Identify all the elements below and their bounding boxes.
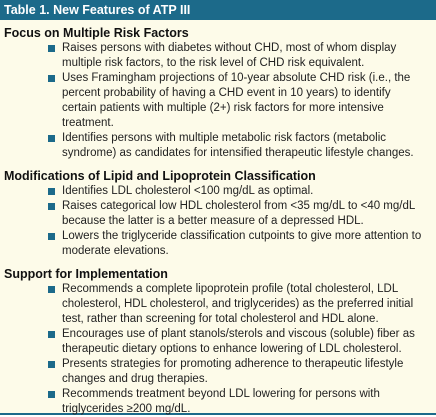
list-item — [0, 327, 436, 357]
square-bullet-icon — [48, 391, 55, 398]
square-bullet-icon — [48, 135, 55, 142]
table-title: Table 1. New Features of ATP III — [0, 0, 436, 20]
bullet-list — [0, 41, 436, 161]
list-item — [0, 387, 436, 417]
list-item-text: Uses Framingham projections of 10-year absolute CHD risk (i.e., the percent probability of having a CHD event in 10 years) to identify certain patients with multiple (2+) risk factors for more intensive treatment. — [62, 72, 411, 129]
list-item — [0, 282, 436, 327]
section-heading: Modifications of Lipid and Lipoprotein Classification — [4, 169, 316, 183]
list-item — [0, 229, 436, 259]
list-item — [0, 131, 436, 161]
list-item-text: Raises categorical low HDL cholesterol from <35 mg/dL to <40 mg/dL because the latter is a better measure of a depressed HDL. — [62, 200, 415, 227]
list-item — [0, 71, 436, 131]
bullet-list — [0, 282, 436, 417]
list-item-text: Identifies LDL cholesterol <100 mg/dL as optimal. — [62, 185, 314, 197]
list-item — [0, 184, 436, 199]
bullet-list — [0, 184, 436, 259]
list-item-text: Presents strategies for promoting adherence to therapeutic lifestyle changes and drug therapies. — [62, 358, 404, 385]
square-bullet-icon — [48, 286, 55, 293]
section — [0, 267, 436, 417]
list-item — [0, 41, 436, 71]
square-bullet-icon — [48, 203, 55, 210]
section-heading: Focus on Multiple Risk Factors — [4, 26, 189, 40]
square-bullet-icon — [48, 45, 55, 52]
list-item-text: Lowers the triglyceride classification cutpoints to give more attention to moderate elevations. — [62, 230, 422, 257]
list-item-text: Recommends a complete lipoprotein profile (total cholesterol, LDL cholesterol, HDL cholesterol, and triglycerides) as the preferred initial test, rather than screening for total cholesterol and HDL alone. — [62, 283, 414, 325]
square-bullet-icon — [48, 188, 55, 195]
section — [0, 26, 436, 161]
list-item-text: Identifies persons with multiple metabolic risk factors (metabolic syndrome) as candidates for intensified therapeutic lifestyle changes. — [62, 132, 414, 159]
list-item-text: Raises persons with diabetes without CHD, most of whom display multiple risk factors, to the risk level of CHD risk equivalent. — [62, 42, 397, 69]
square-bullet-icon — [48, 75, 55, 82]
square-bullet-icon — [48, 331, 55, 338]
square-bullet-icon — [48, 233, 55, 240]
section — [0, 169, 436, 259]
square-bullet-icon — [48, 361, 55, 368]
section-heading: Support for Implementation — [4, 267, 168, 281]
list-item — [0, 199, 436, 229]
list-item-text: Encourages use of plant stanols/sterols and viscous (soluble) fiber as therapeutic dietary options to enhance lowering of LDL cholesterol. — [62, 328, 415, 355]
list-item-text: Recommends treatment beyond LDL lowering for persons with triglycerides ≥200 mg/dL. — [62, 388, 380, 415]
list-item — [0, 357, 436, 387]
sections-container — [0, 20, 436, 417]
